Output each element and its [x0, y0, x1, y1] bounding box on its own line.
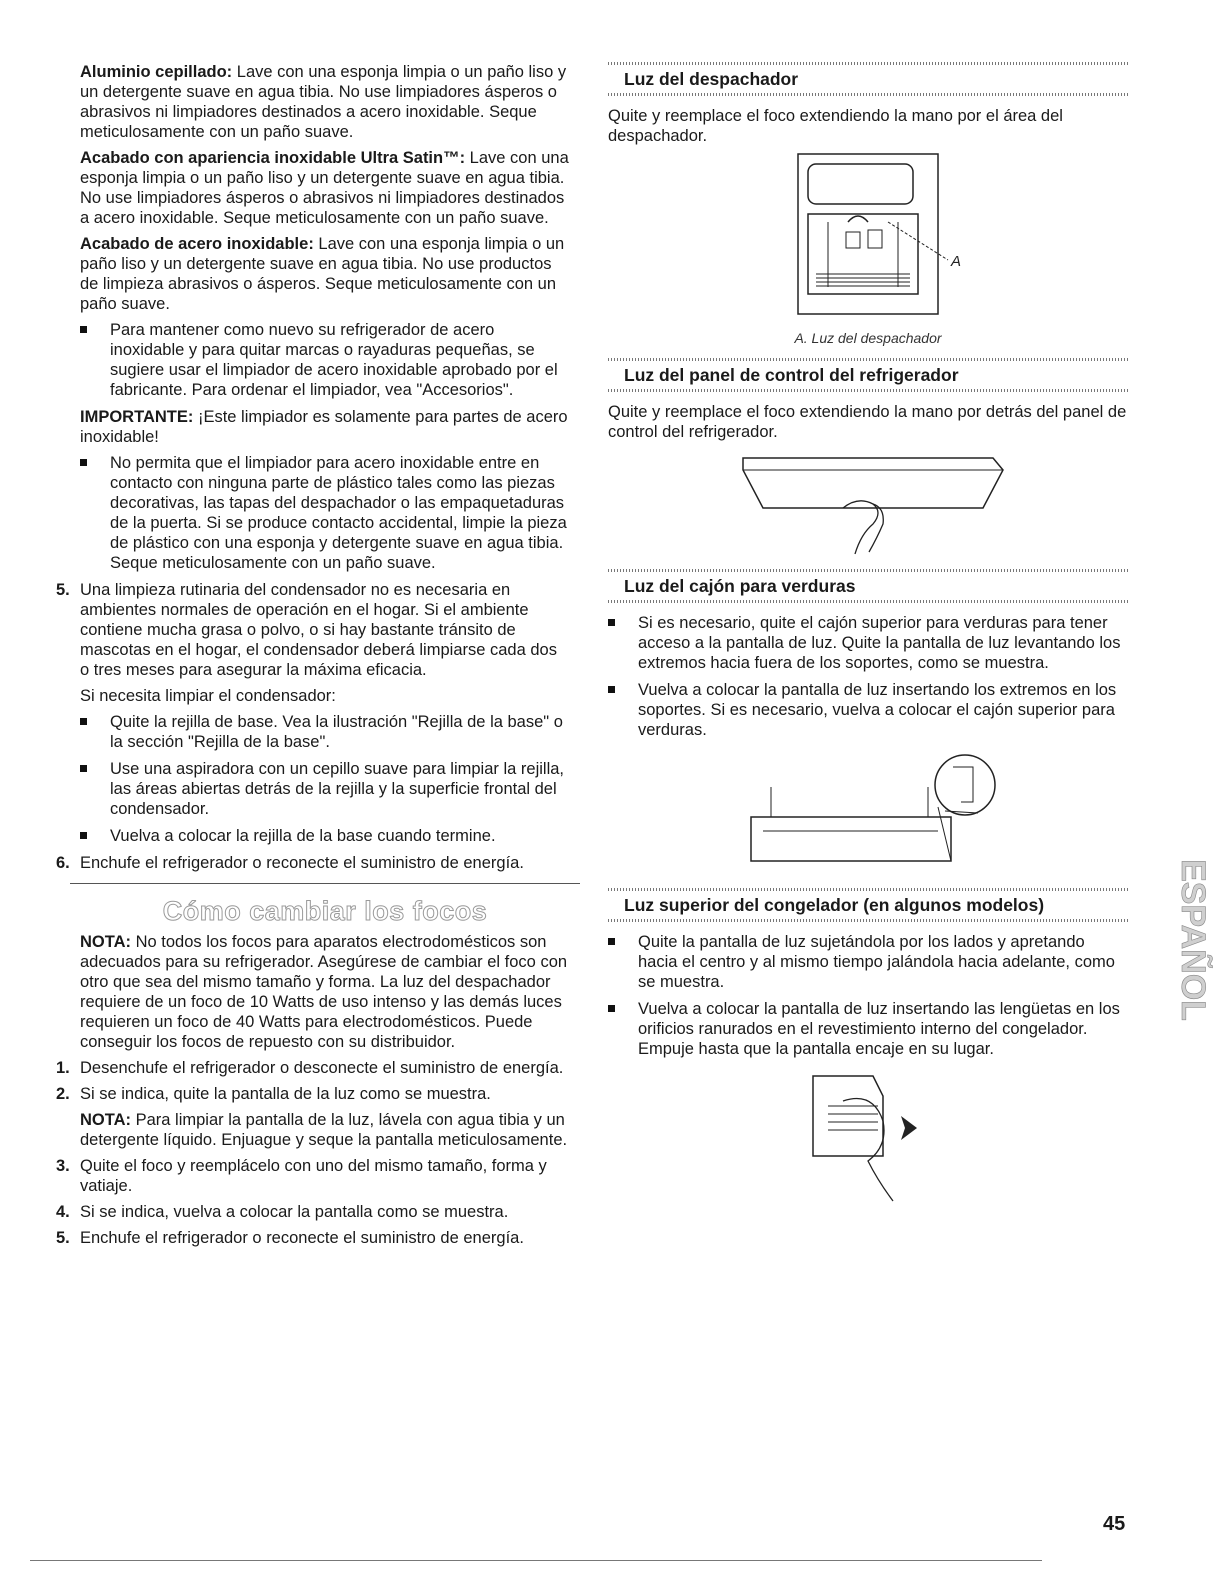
- term: NOTA:: [80, 1111, 132, 1129]
- bullet-item: Vuelva a colocar la pantalla de luz insertando los extremos en los soportes. Si es necesario, vuelva a colocar el cajón superior para verduras.: [608, 680, 1128, 740]
- step-text: Desenchufe el refrigerador o desconecte el suministro de energía.: [80, 1059, 564, 1077]
- hatch-rule: [608, 389, 1128, 392]
- step-item: [56, 1228, 570, 1248]
- term: Acabado de acero inoxidable:: [80, 235, 314, 253]
- paragraph-ultra-satin: [80, 148, 570, 228]
- bullet-item: Para mantener como nuevo su refrigerador de acero inoxidable y para quitar marcas o rayaduras pequeñas, se sugiere usar el limpiador de acero inoxidable aprobado por el fabricante. Para ordenar el limpiador, vea "Accesorios".: [80, 320, 570, 400]
- heading: Luz del cajón para verduras: [624, 576, 856, 596]
- heading-dispenser-light: [608, 62, 1128, 96]
- step-number: 2.: [56, 1085, 70, 1103]
- step-item: [56, 580, 570, 680]
- text: Lave con una esponja limpia o un paño liso y un detergente suave en agua tibia. No use limpiadores ásperos o abrasivos ni limpiadores destinados a acero inoxidable. Seque meticulosamente con un paño suave.: [80, 149, 569, 227]
- text: No todos los focos para aparatos electrodomésticos son adecuados para su refrigerador. Asegúrese de cambiar el foco con otro que sea del mismo tamaño y forma. La luz del despachador requiere de un foco de 10 Watts de uso intenso y las demás luces requieren un foco de 40 Watts para electrodomésticos. Puede conseguir los focos de repuesto con su distribuidor.: [80, 933, 568, 1051]
- term: Acabado con apariencia inoxidable Ultra Satin™:: [80, 149, 466, 167]
- page-number: 45: [1103, 1513, 1126, 1535]
- bullet-item: Quite la rejilla de base. Vea la ilustración "Rejilla de la base" o la sección "Rejilla de la base".: [80, 712, 570, 752]
- step-text: Si se indica, vuelva a colocar la pantalla como se muestra.: [80, 1203, 509, 1221]
- step-item: [56, 1202, 570, 1222]
- step-number: 6.: [56, 854, 70, 872]
- step-text: Enchufe el refrigerador o reconecte el suministro de energía.: [80, 854, 524, 872]
- bottom-rule: [30, 1560, 1042, 1561]
- text: Lave con una esponja limpia o un paño liso y un detergente suave en agua tibia. No use productos de limpieza abrasivos o ásperos. Seque meticulosamente con un paño suave.: [80, 235, 565, 313]
- text: Para limpiar la pantalla de la luz, lávela con agua tibia y un detergente líquido. Enjuague y seque la pantalla meticulosamente.: [80, 1111, 568, 1149]
- side-tab-label: ESPAÑOL: [1174, 859, 1212, 1021]
- term: NOTA:: [80, 933, 132, 951]
- dispenser-illustration: [768, 152, 968, 322]
- freezer-light-illustration: [783, 1066, 953, 1206]
- hatch-rule: [608, 569, 1128, 572]
- heading: Luz del panel de control del refrigerador: [624, 365, 959, 385]
- control-panel-illustration: [723, 448, 1013, 563]
- step-number: 5.: [56, 581, 70, 599]
- step-item: [56, 853, 570, 873]
- note-paragraph: [80, 932, 570, 1052]
- text: ¡Este limpiador es solamente para partes de acero inoxidable!: [80, 408, 568, 446]
- paragraph-stainless: [80, 234, 570, 314]
- step-text: Una limpieza rutinaria del condensador no es necesaria en ambientes normales de operación en el hogar. Si el ambiente contiene mucha grasa o polvo, o si hay bastante tránsito de mascotas en el hogar, el condensador deberá limpiarse cada dos o tres meses para asegurar la máxima eficacia.: [80, 581, 557, 679]
- bullet-item: Use una aspiradora con un cepillo suave para limpiar la rejilla, las áreas abiertas detrás de la rejilla y la superficie frontal del condensador.: [80, 759, 570, 819]
- heading: Luz del despachador: [624, 69, 799, 89]
- paragraph-brushed-aluminum: [80, 62, 570, 142]
- bullet-item: Si es necesario, quite el cajón superior para verduras para tener acceso a la pantalla de luz. Quite la pantalla de luz levantando los extremos hacia fuera de los soportes, como se muestra.: [608, 613, 1128, 673]
- callout-a: A: [951, 253, 962, 270]
- hatch-rule: [608, 600, 1128, 603]
- paragraph: Si necesita limpiar el condensador:: [80, 687, 336, 705]
- step-number: 3.: [56, 1157, 70, 1175]
- step-note: [80, 1110, 570, 1150]
- term: IMPORTANTE:: [80, 408, 194, 426]
- language-side-tab: [1154, 815, 1212, 1065]
- step-text: Si se indica, quite la pantalla de la luz como se muestra.: [80, 1085, 491, 1103]
- bullet-item: Vuelva a colocar la rejilla de la base cuando termine.: [80, 826, 570, 846]
- right-column: [608, 62, 1128, 1212]
- heading-control-panel-light: [608, 358, 1128, 392]
- bullet-item: Vuelva a colocar la pantalla de luz insertando las lengüetas en los orificios ranurados en el revestimiento interno del congelador. Empuje hasta que la pantalla encaje en su lugar.: [608, 999, 1128, 1059]
- section-title: Cómo cambiar los focos: [162, 896, 488, 926]
- heading-crisper-light: [608, 569, 1128, 603]
- divider: [70, 883, 580, 884]
- step-item: [56, 1156, 570, 1196]
- step-number: 4.: [56, 1203, 70, 1221]
- paragraph: Quite y reemplace el foco extendiendo la mano por detrás del panel de control del refrigerador.: [608, 403, 1127, 441]
- hatch-rule: [608, 62, 1128, 65]
- bullet-item: Quite la pantalla de luz sujetándola por los lados y apretando hacia el centro y al mismo tiempo jalándola hacia adelante, como se muestra.: [608, 932, 1128, 992]
- hatch-rule: [608, 93, 1128, 96]
- step-item: [56, 1058, 570, 1078]
- hatch-rule: [608, 919, 1128, 922]
- heading: Luz superior del congelador (en algunos modelos): [624, 895, 1045, 915]
- term: Aluminio cepillado:: [80, 63, 233, 81]
- step-text: Enchufe el refrigerador o reconecte el suministro de energía.: [80, 1229, 524, 1247]
- step-number: 1.: [56, 1059, 70, 1077]
- heading-freezer-light: [608, 888, 1128, 922]
- hatch-rule: [608, 888, 1128, 891]
- left-column: [56, 62, 570, 1254]
- step-number: 5.: [56, 1229, 70, 1247]
- step-text: Quite el foco y reemplácelo con uno del mismo tamaño, forma y vatiaje.: [80, 1157, 547, 1195]
- text: Lave con una esponja limpia o un paño liso y un detergente suave en agua tibia. No use limpiadores ásperos o abrasivos ni limpiadores destinados a acero inoxidable. Seque meticulosamente con un paño suave.: [80, 63, 567, 141]
- hatch-rule: [608, 358, 1128, 361]
- figure-caption: A. Luz del despachador: [794, 330, 942, 346]
- bullet-item: No permita que el limpiador para acero inoxidable entre en contacto con ninguna parte de plástico tales como las piezas decorativas, las tapas del despachador o las empaquetaduras de la puerta. Si se produce contacto accidental, limpie la pieza de plástico con una esponja y detergente suave en agua tibia. Seque meticulosamente con un paño suave.: [80, 453, 570, 573]
- crisper-light-illustration: [733, 747, 1003, 882]
- step-item: [56, 1084, 570, 1104]
- paragraph: Quite y reemplace el foco extendiendo la mano por el área del despachador.: [608, 107, 1063, 145]
- important-note: [80, 407, 570, 447]
